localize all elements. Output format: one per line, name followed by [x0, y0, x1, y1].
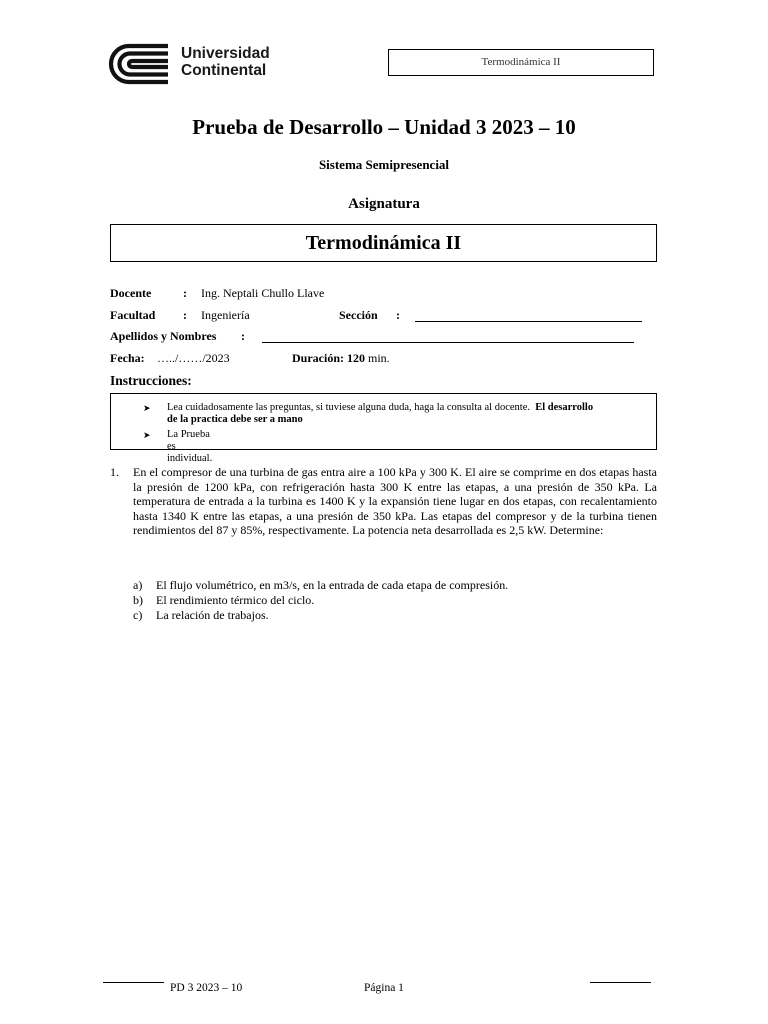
footer-exam-code: PD 3 2023 – 10 — [170, 982, 243, 994]
fecha-label: Fecha: — [110, 351, 145, 365]
university-logo-icon — [108, 43, 170, 85]
header-course-box: Termodinámica II — [388, 49, 654, 76]
course-title-box: Termodinámica II — [110, 224, 657, 262]
option-text: La relación de trabajos. — [156, 608, 269, 622]
facultad-value: Ingeniería — [201, 308, 250, 322]
duracion-label: Duración: — [292, 351, 344, 365]
docente-label: Docente — [110, 286, 152, 300]
option-text: El flujo volumétrico, en m3/s, en la entrada de cada etapa de compresión. — [156, 578, 509, 592]
facultad-label: Facultad — [110, 308, 156, 322]
instruction-bold-text-2: de la practica debe ser a mano — [167, 414, 303, 425]
docente-colon: : — [183, 286, 187, 300]
fecha-value: …../……/2023 — [157, 351, 230, 365]
question-number: 1. — [110, 465, 119, 479]
apellidos-colon: : — [241, 329, 245, 343]
exam-title: Prueba de Desarrollo – Unidad 3 2023 – 10 — [192, 115, 576, 139]
instruction-text: Lea cuidadosamente las preguntas, si tuviese alguna duda, haga la consulta al docente. — [167, 402, 530, 413]
instruction-text: La Prueba es individual. — [167, 429, 213, 464]
docente-value: Ing. Neptali Chullo Llave — [201, 286, 325, 300]
duracion-unit: min. — [368, 351, 390, 365]
footer-left-rule — [103, 982, 164, 983]
footer-page-number: Página 1 — [364, 982, 404, 994]
duracion-field — [292, 351, 390, 366]
university-name — [181, 45, 270, 79]
arrow-bullet-icon: ➤ — [143, 403, 151, 413]
instruction-bold-text: El desarrollo — [535, 402, 594, 413]
exam-subtitle: Sistema Semipresencial — [318, 157, 450, 172]
seccion-blank-line — [415, 321, 642, 322]
asignatura-label: Asignatura — [348, 196, 420, 212]
university-name-line1: Universidad — [181, 45, 270, 62]
instructions-title: Instrucciones: — [110, 373, 192, 388]
option-letter: b) — [133, 593, 143, 607]
option-letter: a) — [133, 578, 143, 592]
apellidos-blank-line — [262, 342, 634, 343]
university-name-line2: Continental — [181, 62, 267, 79]
option-text: El rendimiento térmico del ciclo. — [156, 593, 315, 607]
duracion-value: 120 — [347, 351, 365, 365]
apellidos-label: Apellidos y Nombres — [110, 329, 217, 343]
footer-right-rule — [590, 982, 651, 983]
instructions-box — [110, 393, 657, 464]
seccion-label: Sección — [339, 308, 378, 322]
arrow-bullet-icon: ➤ — [143, 430, 151, 440]
question-text: En el compresor de una turbina de gas entra aire a 100 kPa y 300 K. El aire se comprime en dos etapas hasta la presión de 1200 kPa, con refrigeración hasta 300 K entre las etapas, a una presión de 350 kPa. La temperatura de entrada a la turbina es 1400 K y la expansión tiene lugar en dos etapas, con recalentamiento hasta 1340 K entre las etapas, a una presión de 350 kPa. Las etapas del compresor y de la turbina tienen rendimientos del 87 y 85%, respectivamente. La potencia neta desarrollada es 2,5 kW. Determine: — [133, 465, 657, 537]
option-letter: c) — [133, 608, 143, 622]
facultad-colon: : — [183, 308, 187, 322]
seccion-colon: : — [396, 308, 400, 322]
